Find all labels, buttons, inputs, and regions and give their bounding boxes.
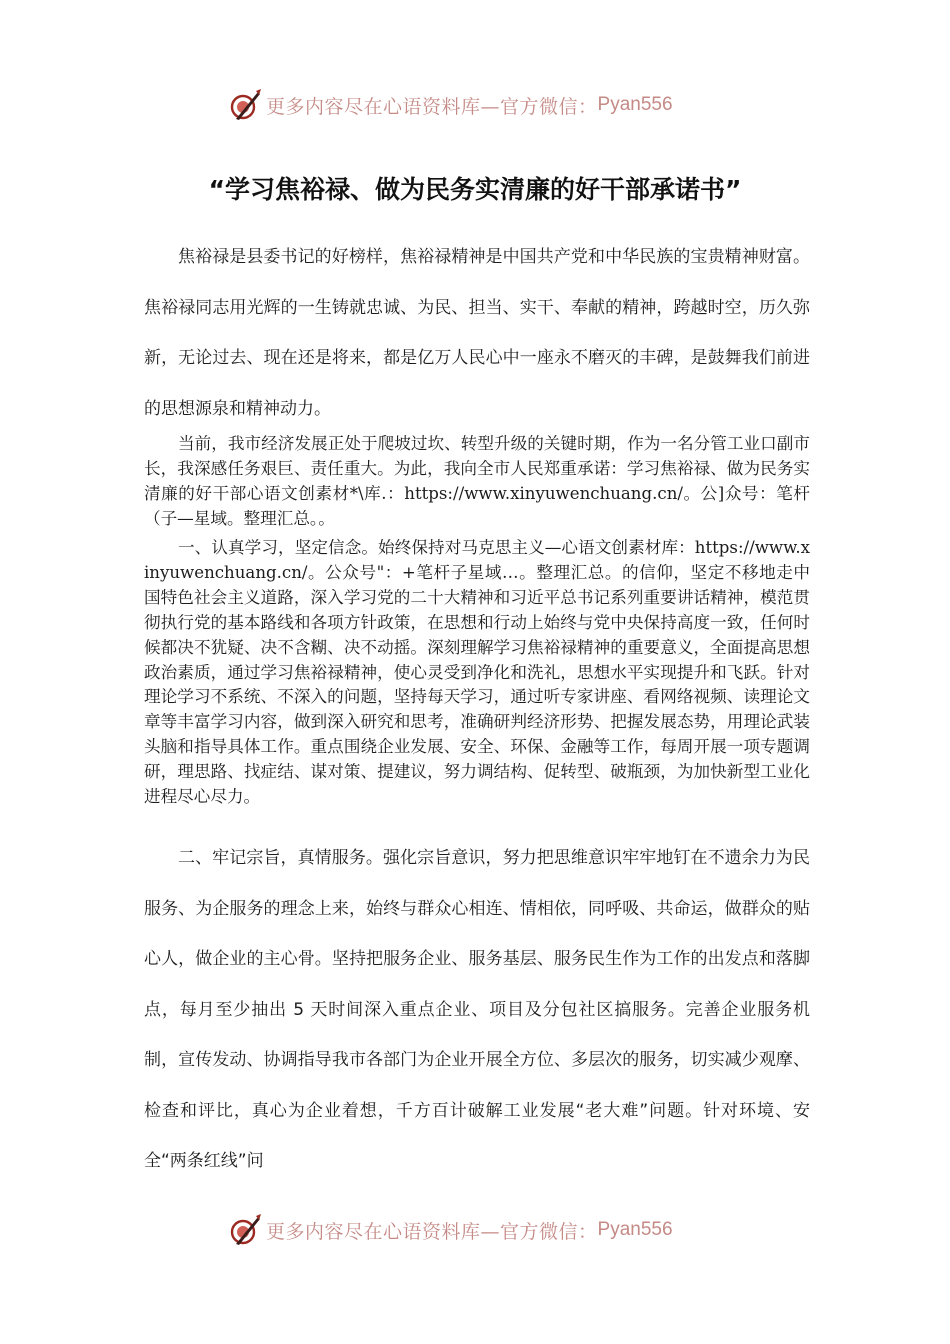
banner-text: 更多内容尽在心语资料库—官方微信： xyxy=(266,1220,598,1243)
paragraph-service: 二、牢记宗旨，真情服务。强化宗旨意识，努力把思维意识牢牢地钉在不遗余力为民服务、为企服务的理念上来，始终与群众心相连、情相依，同呼吸、共命运，做群众的贴心人，做企业的主心骨。坚持把服务企业、服务基层、服务民生作为工作的出发点和落脚点，每月至少抽出 5 天时间深入重点企业、项目及分包社区搞服务。完善企业服务机制，宣传发动、协调指导我市各部门为企业开展全方位、多层次的服务，切实减少观摩、检查和评比，真心为企业着想，千方百计破解工业发展“老大难”问题。针对环境、安全“两条红线”问 xyxy=(144,848,810,1171)
pen-logo-icon xyxy=(228,1213,262,1247)
header-banner xyxy=(228,85,788,125)
document-title: “学习焦裕禄、做为民务实清廉的好干部承诺书” xyxy=(208,175,742,204)
banner-wechat-id: Pyan556 xyxy=(597,94,673,115)
banner-text: 更多内容尽在心语资料库—官方微信： xyxy=(266,95,598,118)
banner-wechat-id: Pyan556 xyxy=(597,1219,673,1240)
pen-logo-icon xyxy=(228,88,262,122)
paragraph-intro: 焦裕禄是县委书记的好榜样，焦裕禄精神是中国共产党和中华民族的宝贵精神财富。焦裕禄同志用光辉的一生铸就忠诚、为民、担当、实干、奉献的精神，跨越时空，历久弥新，无论过去、现在还是将来，都是亿万人民心中一座永不磨灭的丰碑，是鼓舞我们前进的思想源泉和精神动力。 xyxy=(144,247,810,419)
paragraph-study: 一、认真学习，坚定信念。始终保持对马克思主义—心语文创素材库：https://www.xinyuwenchuang.cn/。公众号"：+笔杆子星域…。整理汇总。的信仰，坚定不移地走中国特色社会主义道路，深入学习党的二十大精神和习近平总书记系列重要讲话精神，模范贯彻执行党的基本路线和各项方针政策，在思想和行动上始终与党中央保持高度一致，任何时候都决不犹疑、决不含糊、决不动摇。深刻理解学习焦裕禄精神的重要意义，全面提高思想政治素质，通过学习焦裕禄精神，使心灵受到净化和洗礼，思想水平实现提升和飞跃。针对理论学习不系统、不深入的问题，坚持每天学习，通过听专家讲座、看网络视频、读理论文章等丰富学习内容，做到深入研究和思考，准确研判经济形势、把握发展态势，用理论武装头脑和指导具体工作。重点围绕企业发展、安全、环保、金融等工作，每周开展一项专题调研，理思路、找症结、谋对策、提建议，努力调结构、促转型、破瓶颈，为加快新型工业化进程尽心尽力。 xyxy=(144,538,810,807)
footer-banner xyxy=(228,1210,788,1250)
paragraph-commitment: 当前，我市经济发展正处于爬坡过坎、转型升级的关键时期，作为一名分管工业口副市长，我深感任务艰巨、责任重大。为此，我向全市人民郑重承诺：学习焦裕禄、做为民务实清廉的好干部心语文创素材*\库.：https://www.xinyuwenchuang.cn/。公]众号：笔杆（子—星域。整理汇总。。 xyxy=(144,434,810,528)
